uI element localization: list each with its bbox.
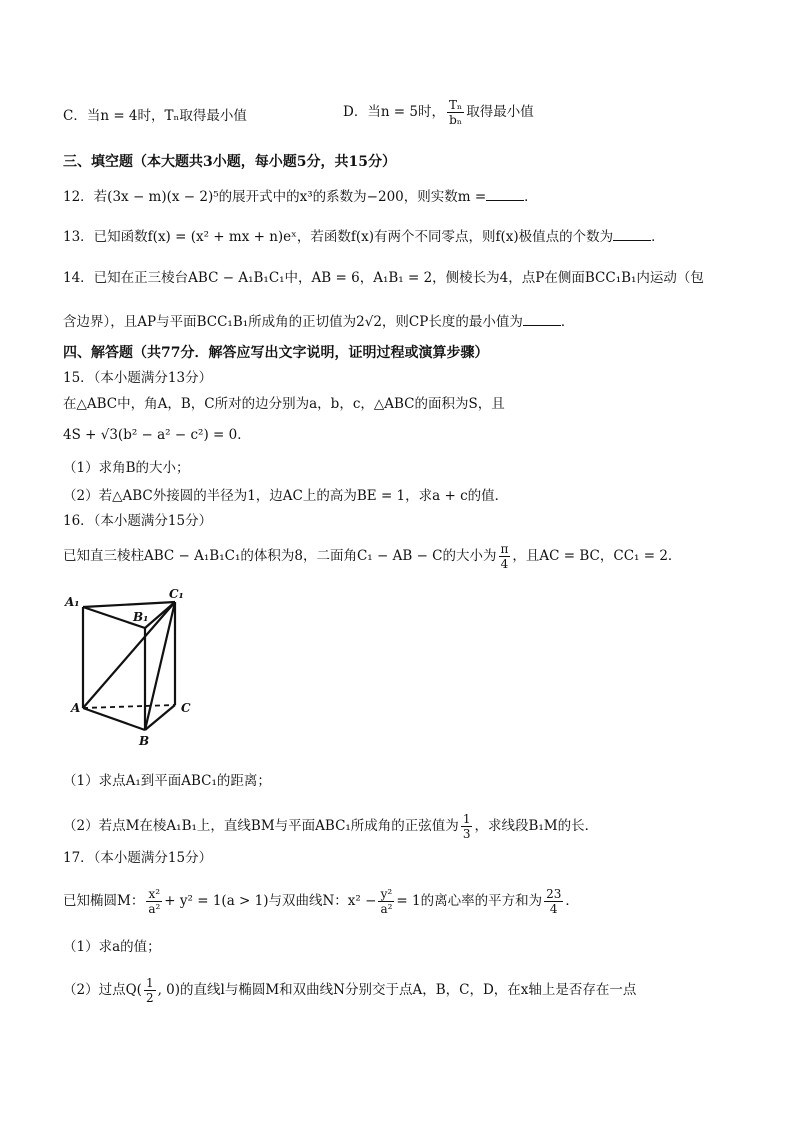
answer-blank [613,226,651,241]
answer-blank [486,186,524,201]
option-d-suffix: 取得最小值 [466,104,534,120]
fraction-numerator: Tₙ [449,98,463,112]
question-14-line1: 14．已知在正三棱台ABC − A₁B₁C₁中，AB = 6，A₁B₁ = 2，侧棱长为4，点P在侧面BCC₁B₁内运动（包 [63,270,704,286]
q17-text-a: 已知椭圆M： [63,893,145,909]
edge-ac-hidden [83,705,175,708]
prism-figure [63,588,203,748]
fraction-denominator: 2 [145,991,154,1005]
q17-p2-fraction [144,976,156,1005]
fraction-numerator: 1 [462,812,471,826]
answer-blank [523,311,561,326]
q17-fraction-2 [378,887,394,916]
q16-text-suffix: ，且AC = BC，CC₁ = 2． [512,548,682,564]
question-15-part2: （2）若△ABC外接圆的半径为1，边AC上的高为BE = 1，求a + c的值． [63,488,509,504]
q16-p2-suffix: ，求线段B₁M的长． [474,818,599,834]
fraction-denominator: a² [148,902,161,916]
fraction-denominator: 4 [549,902,558,916]
question-16-part1: （1）求点A₁到平面ABC₁的距离； [63,773,271,789]
fraction-denominator: a² [380,902,393,916]
section4-title: 四、解答题（共77分．解答应写出文字说明，证明过程或演算步骤） [63,345,489,361]
line-bc1 [145,602,175,730]
question-14-text: 含边界），且AP与平面BCC₁B₁所成角的正切值为2√2，则CP长度的最小值为 [63,314,523,330]
q17-text-d: ． [565,893,579,909]
fraction-denominator: 4 [500,557,509,571]
question-15-line2: 4S + √3(b² − a² − c²) = 0． [63,427,251,443]
question-17-part2 [63,976,636,1005]
edge-a1c1 [83,602,175,607]
fraction-numerator: x² [146,887,162,902]
edge-ab [83,708,145,730]
question-15-head: 15．（本小题满分13分） [63,370,213,386]
question-12: 12．若(3x − m)(x − 2)⁵的展开式中的x³的系数为−200，则实数m = ． [63,186,538,207]
question-13: 13．已知函数f(x) = (x² + mx + n)eˣ，若函数f(x)有两个不同零点，则f(x)极值点的个数为 ． [63,226,665,247]
section3-title: 三、填空题（本大题共3小题，每小题5分，共15分） [63,154,396,170]
label-b1: B₁ [133,610,149,624]
label-b: B [139,734,150,748]
option-d-prefix: D．当n = 5时， [343,104,446,120]
q17-fraction-3 [544,887,563,916]
option-d-fraction [447,98,464,127]
q17-p2-suffix: , 0)的直线l与椭圆M和双曲线N分别交于点A，B，C，D，在x轴上是否存在一点 [157,982,637,998]
question-12-text: 12．若(3x − m)(x − 2)⁵的展开式中的x³的系数为−200，则实数m = [63,189,487,205]
option-d [343,98,534,127]
q17-text-c: = 1的离心率的平方和为 [396,893,543,909]
question-13-text: 13．已知函数f(x) = (x² + mx + n)eˣ，若函数f(x)有两个不同零点，则f(x)极值点的个数为 [63,229,614,245]
fraction-numerator: 1 [145,976,154,990]
q17-fraction-1 [146,887,162,916]
question-16-part2 [63,812,598,841]
q16-fraction [499,542,511,571]
fraction-denominator: 3 [462,827,471,841]
q16-p2-fraction [461,812,473,841]
q16-text-prefix: 已知直三棱柱ABC − A₁B₁C₁的体积为8，二面角C₁ − AB − C的大小为 [63,548,497,564]
question-17-line1 [63,887,579,916]
label-c: C [181,701,191,715]
question-17-part1: （1）求a的值； [63,939,161,955]
question-16-head: 16．（本小题满分15分） [63,513,213,529]
question-17-head: 17．（本小题满分15分） [63,850,213,866]
fraction-numerator: 23 [546,887,562,901]
line-ac1 [83,602,175,708]
label-c1: C₁ [169,588,184,601]
q16-p2-prefix: （2）若点M在棱A₁B₁上，直线BM与平面ABC₁所成角的正弦值为 [63,818,459,834]
fraction-denominator: bₙ [449,113,463,127]
question-16-line1 [63,542,681,571]
q17-p2-prefix: （2）过点Q( [63,982,142,998]
fraction-numerator: π [500,542,509,556]
fraction-numerator: y² [378,887,394,902]
q17-text-b: + y² = 1(a > 1)与双曲线N：x² − [164,893,377,909]
label-a: A [71,701,81,715]
question-15-part1: （1）求角B的大小； [63,460,190,476]
label-a1: A₁ [65,595,80,609]
option-c: C．当n = 4时，Tₙ取得最小值 [63,108,247,124]
question-14-line2: 含边界），且AP与平面BCC₁B₁所成角的正切值为2√2，则CP长度的最小值为 ． [63,311,574,332]
question-15-line1: 在△ABC中，角A，B，C所对的边分别为a，b，c，△ABC的面积为S，且 [63,396,505,412]
